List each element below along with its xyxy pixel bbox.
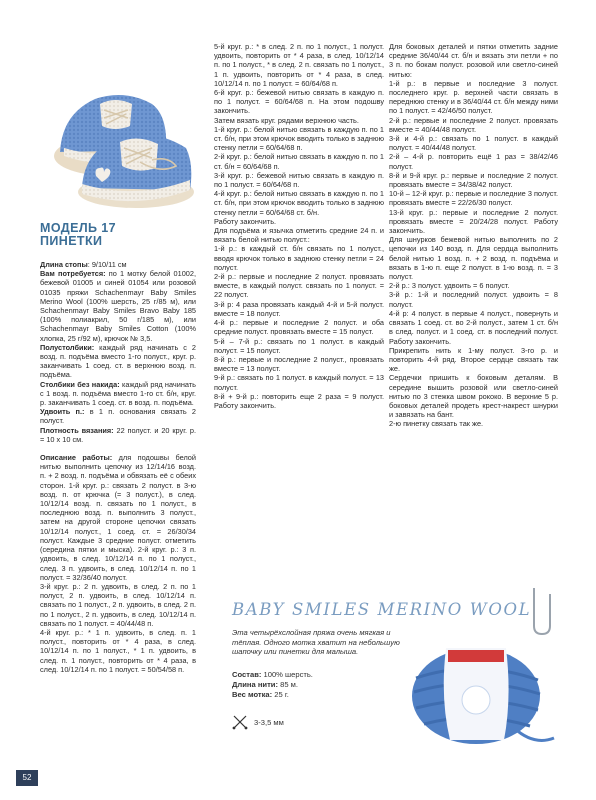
needle-size [232,714,284,730]
materials-paragraph: Вам потребуется: по 1 мотку белой 01002, бежевой 01005 и синей 01054 или розовой 01035 пряжи Schachenmayr Baby Smiles Merino Wool (100% шерсть, 25 г/85 м), или Schachenmayr Baby Smiles Bravo Baby 185 (100% полиакрил, 50 г/185 м), или Schachenmayr Baby Smiles Cotton (100% хлопка, 25 г/92 м), крючок № 3,5. [40,269,196,343]
col2-p3: Затем вязать круг. рядами верхнюю часть. [214,115,359,125]
col3-p2: 1-й р.: в первые и последние 3 полуст. последнего круг. р. верхней части связать в переднюю стенку и в 36/40/44 ст. б/н между ними по 1 полуст. = 42/46/50 полуст. [389,78,558,116]
yarn-description: Эта четырёхслойная пряжа очень мягкая и тёплая. Одного мотка хватит на небольшую шапочку или пинетки для малыша. [232,628,400,657]
col2-p15: 8-й р.: первые и последние 2 полуст., провязать вместе = 13 полуст. [214,354,384,374]
crossed-needles-icon [232,714,248,730]
description-paragraph: Описание работы: для подошвы белой нитью выполнить цепочку из 12/14/16 возд. п. + 2 возд. п. подъёма и обвязать её с обеих сторон. 1-й круг. р.: связать 2 полуст. в 3-ю возд. п. от крючка (= 3 полуст.), в след. 10/12/14 возд. п. связать по 1 полуст., в последнюю возд. п. выполнить 3 полуст., затем на другой стороне цепочки связать 10/12/14 полуст., 1 соед. ст. = 26/30/34 полуст. Каждые 3 средние полуст. отметить (середина пятки и мыска). 2-й круг. р.: 3 п. удвоить, в след. 10/12/14 п. по 1 полуст., след. 3 п. удвоить, в след. 10/12/14 п. по 1 полуст. = 32/36/40 полуст. [40,453,196,582]
col2-p4: 1-й круг. р.: белой нитью связать в каждую п. по 1 ст. б/н, при этом крючок вводить только в заднюю стенку петли = 60/64/68 п. [214,124,384,153]
single-crochet-paragraph: Столбики без накида: каждый ряд начинать с 1 возд. п. подъёма вместо 1-го ст. б/н, круг. р. заканчивать 1 соед. ст. в возд. п. подъёма. [40,379,196,408]
yarn-specs [232,670,313,699]
col3-p8: 13-й круг. р.: первые и последние 2 полуст. провязать вместе = 20/24/28 полуст. Работу закончить. [389,207,558,236]
col2-p1: 5-й круг. р.: * в след. 2 п. по 1 полуст., 1 полуст. удвоить, повторить от * 4 раза, в след. 10/12/14 п. по 1 полуст., * в след. 2 п. связать по 1 полуст., 1 п. удвоить, повторить от * 4 раза, в след. 10/12/14 п. по 1 полуст. = 60/64/68 п. [214,42,384,88]
column-3 [389,42,558,429]
col3-p7: 10-й – 12-й круг. р.: первые и последние 3 полуст. провязать вместе = 22/26/30 полуст. [389,189,558,208]
yarn-title: BABY SMILES MERINO WOOL [232,600,532,619]
booties-photo [40,44,196,212]
length-row: Длина нити: 85 м. [232,679,298,689]
half-stitch-paragraph: Полустолбики: каждый ряд начинать с 2 возд. п. подъёма вместо 1-го полуст., круг. р. заканчивать 1 соед. ст. в верхнюю возд. п. подъёма. [40,342,196,380]
increase-paragraph: Удвоить п.: в 1 п. основания связать 2 полуст. [40,407,196,426]
composition-row: Состав: 100% шерсть. [232,670,313,679]
col3-p15: 2-ю пинетку связать так же. [389,419,484,429]
col3-p5: 2-й – 4-й р. повторить ещё 1 раз = 38/42/46 полуст. [389,152,558,171]
col2-p6: 3-й круг. р.: бежевой нитью связать в каждую п. по 1 полуст. = 60/64/68 п. [214,170,384,190]
col3-p11: 3-й р.: 1-й и последний полуст. удвоить = 8 полуст. [389,290,558,309]
column-1 [40,260,196,674]
col2-p14: 5-й – 7-й р.: связать по 1 полуст. в каждый полуст. = 15 полуст. [214,336,384,355]
col3-p1: Для боковых деталей и пятки отметить задние средние 36/40/44 ст. б/н и вязать эти петли + по 3 п. по бокам полуст. розовой или светло-синей нитью: [389,42,558,79]
col3-p3: 2-й р.: первые и последние 2 полуст. провязать вместе = 40/44/48 полуст. [389,115,558,134]
col3-p9: Для шнурков бежевой нитью выполнить по 2 цепочки из 140 возд. п. Для сердца выполнить белой нитью 1 возд. п. + 2 возд. п. подъёма и вязать в 1-ю п. еще 2 полуст. в 1-ю возд. п. = 3 полуст. [389,235,558,282]
row3-paragraph: 3-й круг. р.: 2 п. удвоить, в след. 2 п. по 1 полуст, 2 п. удвоить, в след. 10/12/14 п. связать по 1 полуст., 2 п. удвоить, в след. 2 п. по 1 полуст., 2 п. удвоить, в след. 10/12/14 п. связать по 1 полуст. = 40/44/48 п. [40,581,196,628]
page-number: 52 [16,770,38,786]
col2-p2: 6-й круг. р.: бежевой нитью связать в каждую п. по 1 полуст. = 60/64/68 п. На этом подошву закончить. [214,88,384,116]
size-paragraph: Длина стопы: 9/10/11 см [40,260,127,269]
model-number: МОДЕЛЬ 17 [40,221,116,235]
col2-p8: Работу закончить. [214,216,277,226]
col3-p13: Прикрепить нить к 1-му полуст. 3-го р. и повторить 4-й ряд. Второе сердце связать так же. [389,345,558,374]
col2-p17: 8-й + 9-й р.: повторить еще 2 раза = 9 полуст. Работу закончить. [214,391,384,410]
col2-p9: Для подъёма и язычка отметить средние 24 п. и вязать белой нитью полуст.: [214,226,384,245]
col3-p12: 4-й р: 4 полуст. в первые 4 полуст., повернуть и связать 1 соед. ст. во 2-й полуст., затем 1 ст. б/н в след. полуст. и 1 соед. ст. в последний полуст. Работу закончить. [389,308,558,346]
model-name: ПИНЕТКИ [40,234,103,248]
col2-p11: 2-й р.: первые и последние 2 полуст. провязать вместе, в каждый полуст. связать по 1 полуст. = 22 полуст. [214,272,384,300]
col2-p10: 1-й р.: в каждый ст. б/н связать по 1 полуст., вводя крючок только в заднюю стенку петли = 24 полуст. [214,244,384,272]
col2-p16: 9-й р.: связать по 1 полуст. в каждый полуст. = 13 полуст. [214,373,384,392]
col2-p7: 4-й круг. р.: белой нитью связать в каждую п. по 1 ст. б/н, при этом крючок вводить только в заднюю стенку петли = 60/64/68 ст. б/н. [214,189,384,217]
weight-row: Вес мотка: 25 г. [232,689,289,699]
col3-p10: 2-й р.: 3 полуст. удвоить = 6 полуст. [389,281,510,291]
col3-p14: Сердечки пришить к боковым деталям. В середине вышить розовой или светло-синей нитью по 3 стежка швом рококо. В верхние 5 р. боковых деталей продеть крест-накрест шнурки и завязать на бант. [389,373,558,420]
col2-p12: 3-й р: 4 раза провязать каждый 4-й и 5-й полуст. вместе = 18 полуст. [214,299,384,318]
gauge-paragraph: Плотность вязания: 22 полуст. и 20 круг. р. = 10 х 10 см. [40,425,196,444]
model-title [40,222,196,248]
col3-p4: 3-й и 4-й р.: связать по 1 полуст. в каждый полуст. = 40/44/48 полуст. [389,134,558,153]
row4-paragraph: 4-й круг. р.: * 1 п. удвоить, в след. п. 1 полуст., повторить от * 4 раза, в след. 10/12/14 п. по 1 полуст., * 1 п. удвоить, в след. п. 1 полуст., повторить от * 4 раза, в след. 10/12/14 п. по 1 полуст. = 50/54/58 п. [40,627,196,674]
col2-p5: 2-й круг. р.: белой нитью связать в каждую п. по 1 ст. б/н = 60/64/68 п. [214,152,384,171]
col3-p6: 8-й и 9-й круг. р.: первые и последние 2 полуст. провязать вместе = 34/38/42 полуст. [389,170,558,190]
needle-size-value: 3-3,5 мм [254,717,284,727]
col2-p13: 4-й р.: первые и последние 2 полуст. и оба средние полуст. провязать вместе = 15 полуст. [214,318,384,337]
column-2 [214,42,384,410]
